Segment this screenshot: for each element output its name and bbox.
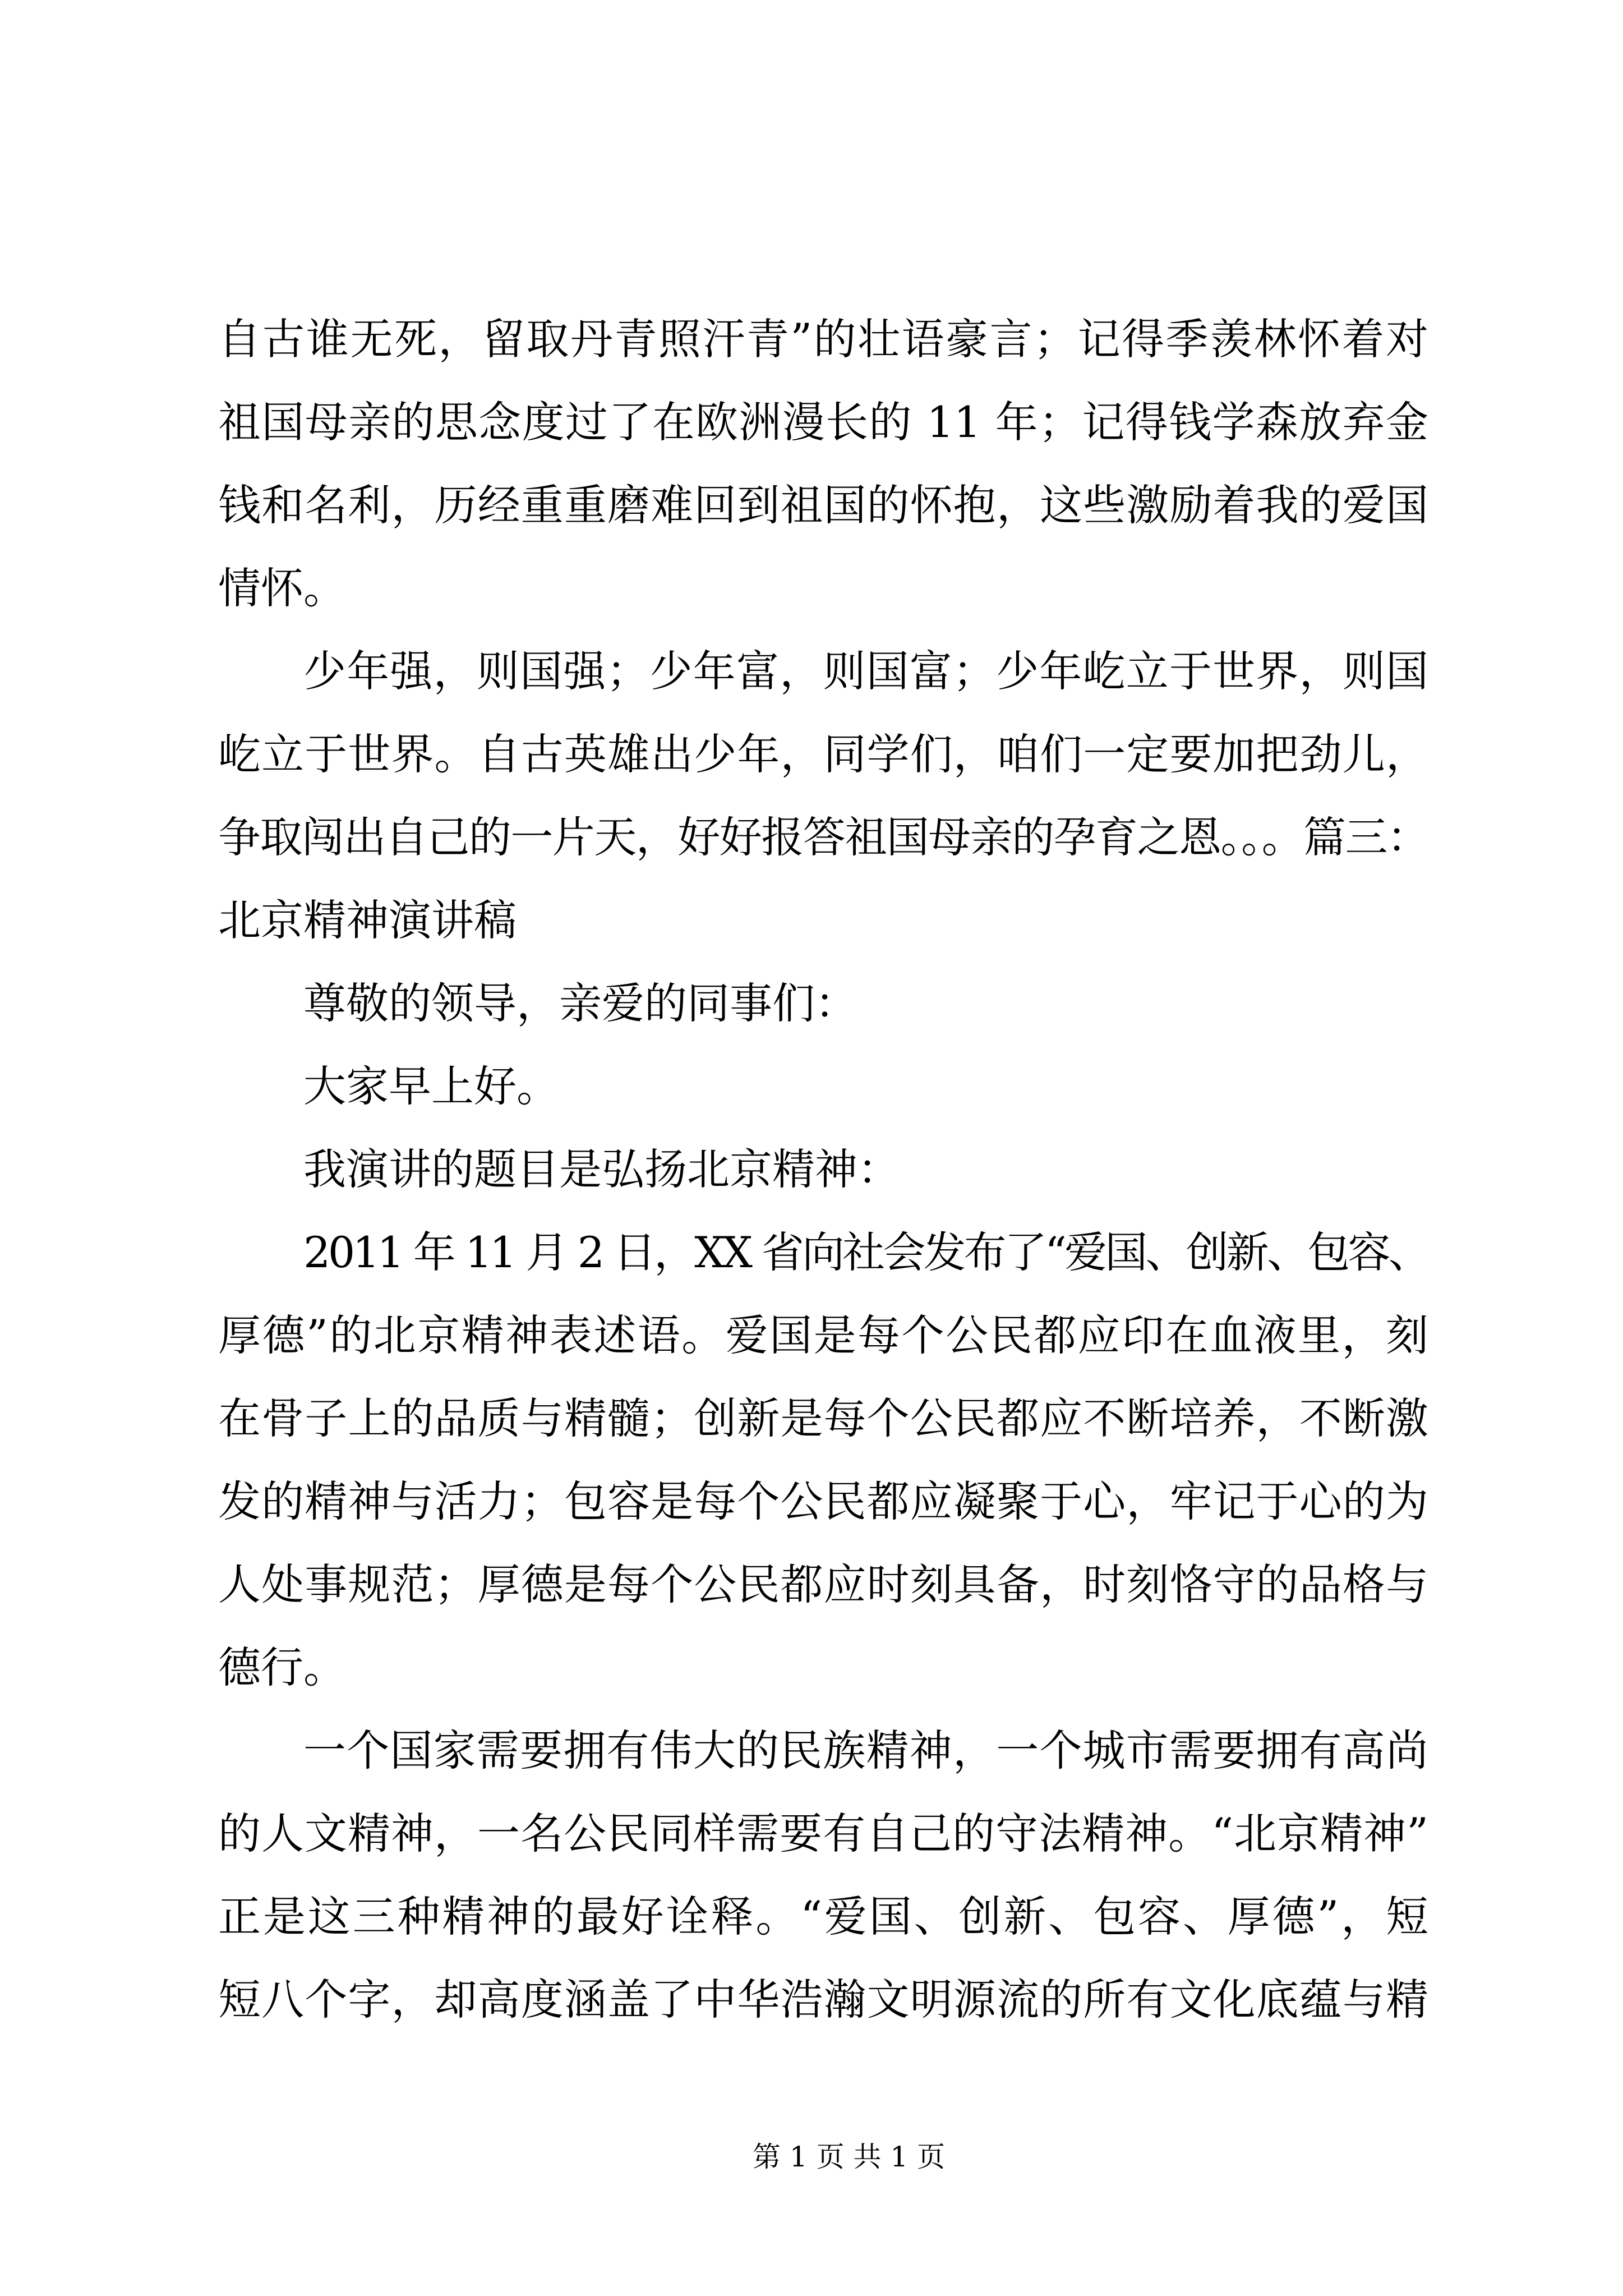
text-line-content: 情怀。 xyxy=(218,563,346,613)
text-line-content: 一个国家需要拥有伟大的民族精神，一个城市需要拥有高尚 xyxy=(303,1726,1428,1775)
text-line xyxy=(218,796,1428,879)
text-line xyxy=(218,1709,1428,1792)
text-line xyxy=(218,1045,1428,1128)
document-body xyxy=(218,298,1428,2041)
text-line xyxy=(218,298,1428,381)
paragraph xyxy=(218,298,1428,630)
text-line-content: 屹立于世界。自古英雄出少年，同学们，咱们一定要加把劲儿， xyxy=(218,729,1428,779)
text-line-content: 争取闯出自己的一片天，好好报答祖国母亲的孕育之恩。。。篇三： xyxy=(218,812,1428,862)
text-line xyxy=(218,630,1428,713)
text-line xyxy=(218,1128,1428,1211)
text-line xyxy=(218,1543,1428,1626)
text-line xyxy=(218,879,1428,962)
text-line-content: 德行。 xyxy=(218,1642,346,1692)
text-line-content: 钱和名利，历经重重磨难回到祖国的怀抱，这些激励着我的爱国 xyxy=(218,480,1428,530)
text-line-content: 祖国母亲的思念度过了在欧洲漫长的 11 年；记得钱学森放弃金 xyxy=(218,397,1428,447)
text-line xyxy=(218,1875,1428,1958)
text-line-content: 自古谁无死，留取丹青照汗青”的壮语豪言；记得季羡林怀着对 xyxy=(218,314,1428,364)
text-line xyxy=(218,1211,1428,1294)
text-line xyxy=(218,962,1428,1045)
text-line-content: 北京精神演讲稿 xyxy=(218,895,517,945)
text-line xyxy=(218,1294,1428,1377)
text-line-content: 大家早上好。 xyxy=(303,1061,559,1111)
paragraph xyxy=(218,1045,1428,1128)
paragraph xyxy=(218,1128,1428,1211)
text-line xyxy=(218,1958,1428,2041)
paragraph xyxy=(218,962,1428,1045)
text-line xyxy=(218,381,1428,464)
text-line-content: 尊敬的领导，亲爱的同事们： xyxy=(303,978,857,1028)
text-line xyxy=(218,547,1428,630)
text-line-content: 的人文精神，一名公民同样需要有自己的守法精神。“北京精神” xyxy=(218,1809,1428,1858)
text-line xyxy=(218,713,1428,796)
text-line xyxy=(218,1377,1428,1460)
paragraph xyxy=(218,630,1428,962)
text-line-content: 2011 年 11 月 2 日，XX 省向社会发布了“爱国、创新、包容、 xyxy=(303,1227,1428,1277)
text-line-content: 少年强，则国强；少年富，则国富；少年屹立于世界，则国 xyxy=(303,646,1428,696)
text-line-content: 短八个字，却高度涵盖了中华浩瀚文明源流的所有文化底蕴与精 xyxy=(218,1975,1428,2024)
text-line-content: 正是这三种精神的最好诠释。“爱国、创新、包容、厚德”，短 xyxy=(218,1892,1428,1941)
paragraph xyxy=(218,1211,1428,1709)
text-line-content: 厚德”的北京精神表述语。爱国是每个公民都应印在血液里，刻 xyxy=(218,1310,1428,1360)
page-number-footer: 第 1 页 共 1 页 xyxy=(753,2141,946,2173)
text-line-content: 我演讲的题目是弘扬北京精神： xyxy=(303,1144,900,1194)
paragraph xyxy=(218,1709,1428,2041)
text-line-content: 人处事规范；厚德是每个公民都应时刻具备，时刻恪守的品格与 xyxy=(218,1559,1428,1609)
text-line-content: 在骨子上的品质与精髓；创新是每个公民都应不断培养，不断激 xyxy=(218,1393,1428,1443)
text-line-content: 发的精神与活力；包容是每个公民都应凝聚于心，牢记于心的为 xyxy=(218,1476,1428,1526)
text-line xyxy=(218,1792,1428,1875)
text-line xyxy=(218,1460,1428,1543)
text-line xyxy=(218,1626,1428,1709)
text-line xyxy=(218,464,1428,547)
